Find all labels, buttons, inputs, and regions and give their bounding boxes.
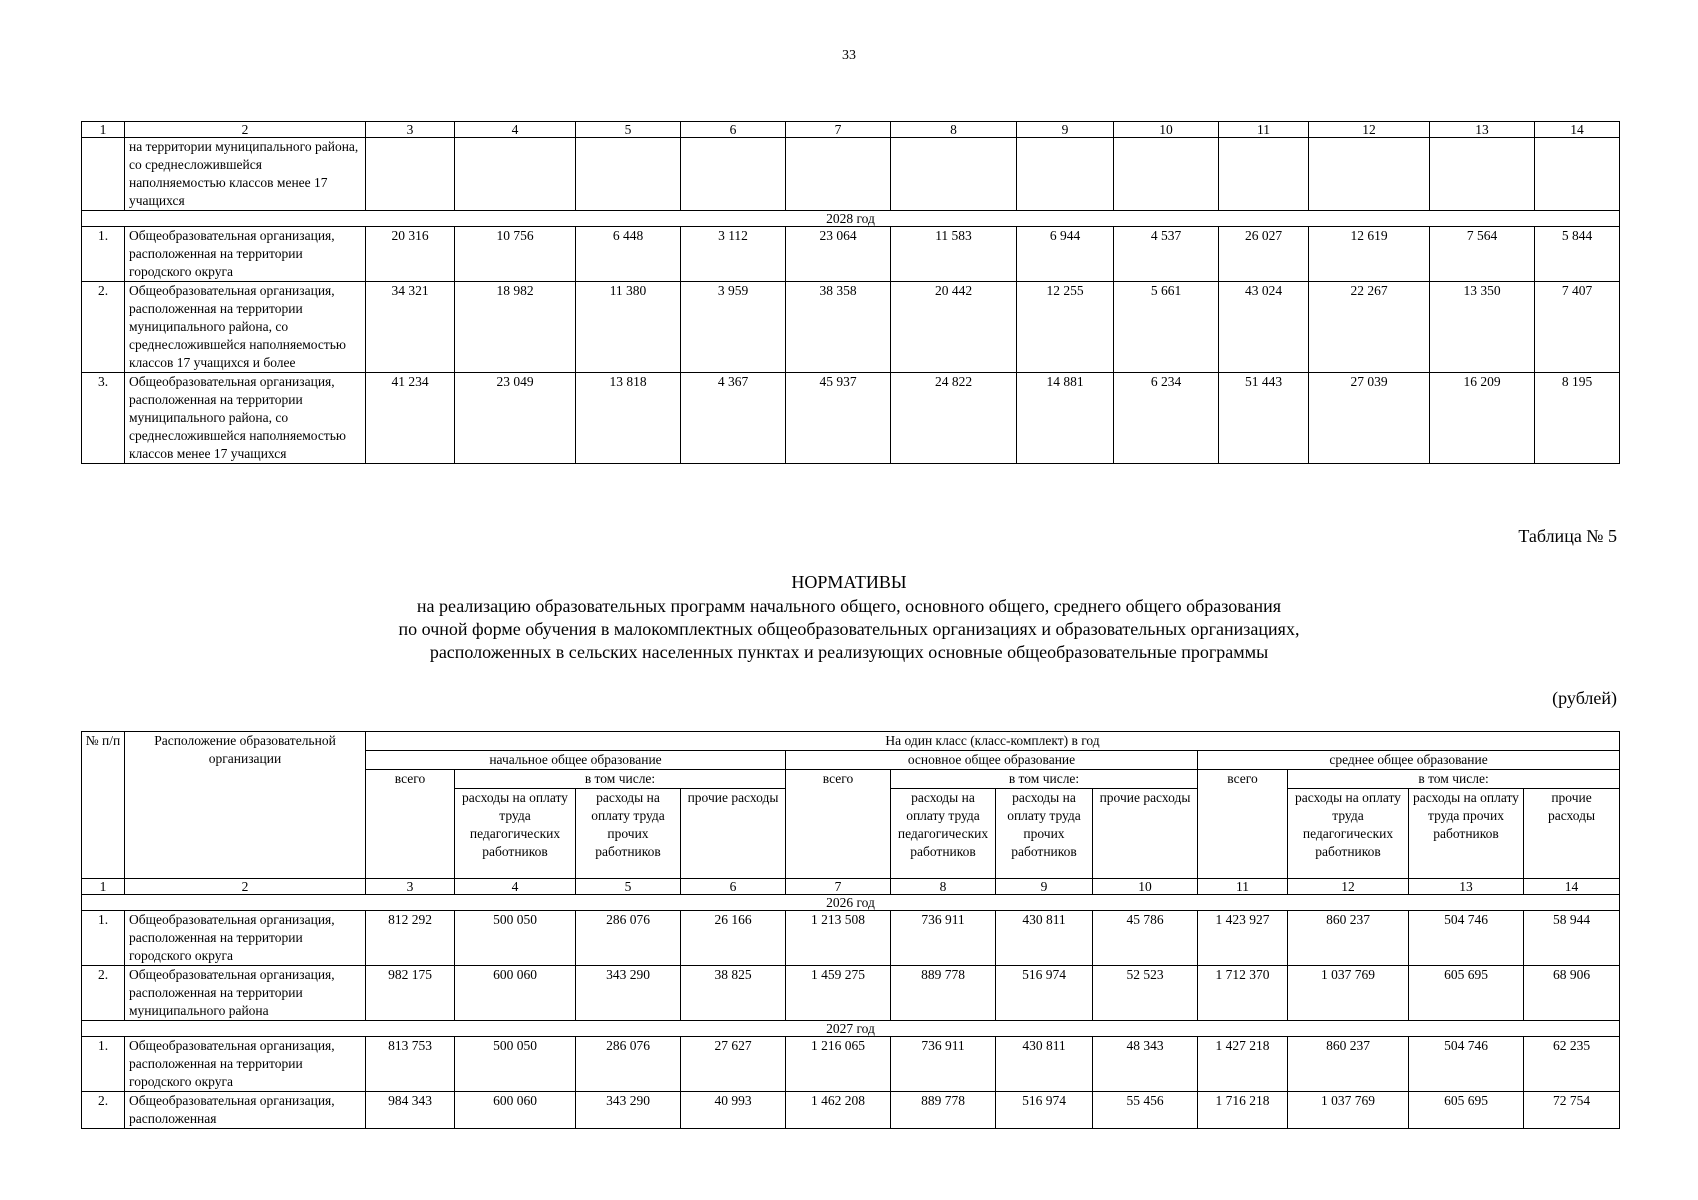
col-number: 5 [576, 122, 681, 138]
table-row [82, 966, 1620, 1021]
year-label: 2028 год [82, 211, 1620, 227]
location-cell: Общеобразовательная организация, расположенная на территории городского округа [125, 1037, 366, 1092]
row-number: 2. [82, 282, 125, 373]
units-label: (рублей) [1552, 688, 1617, 708]
value-cell: 1 462 208 [786, 1092, 891, 1129]
including-header: в том числе: [891, 770, 1198, 789]
col-number: 4 [455, 122, 576, 138]
value-cell: 430 811 [996, 911, 1093, 966]
norms-table-5 [81, 731, 1620, 1129]
value-cell: 605 695 [1409, 966, 1524, 1021]
col-number: 6 [681, 122, 786, 138]
col-number: 10 [1114, 122, 1219, 138]
value-cell [366, 138, 455, 211]
table-label: Таблица № 5 [1518, 526, 1617, 546]
title-line: на реализацию образовательных программ начального общего, основного общего, среднего общего образования [416, 596, 1282, 616]
value-cell: 12 619 [1309, 227, 1430, 282]
value-cell: 1 716 218 [1198, 1092, 1288, 1129]
value-cell: 38 825 [681, 966, 786, 1021]
location-cell: на территории муниципального района, со среднесложившейся наполняемостью классов менее 17 учащихся [125, 138, 366, 211]
num-header: № п/п [82, 732, 125, 879]
table-row [82, 227, 1620, 282]
value-cell: 13 818 [576, 373, 681, 464]
value-cell: 51 443 [1219, 373, 1309, 464]
value-cell: 20 316 [366, 227, 455, 282]
rows-2028 [82, 227, 1620, 464]
value-cell: 889 778 [891, 1092, 996, 1129]
value-cell: 504 746 [1409, 911, 1524, 966]
value-cell: 7 407 [1535, 282, 1620, 373]
value-cell: 45 786 [1093, 911, 1198, 966]
value-cell: 343 290 [576, 1092, 681, 1129]
table-row [82, 1037, 1620, 1092]
total-header: всего [1198, 770, 1288, 879]
value-cell: 860 237 [1288, 911, 1409, 966]
value-cell: 504 746 [1409, 1037, 1524, 1092]
other-salary-header: расходы на оплату труда прочих работников [996, 789, 1093, 879]
location-cell: Общеобразовательная организация, расположенная на территории муниципального района, со среднесложившейся наполняемостью классов менее 17 учащихся [125, 373, 366, 464]
value-cell: 889 778 [891, 966, 996, 1021]
value-cell: 45 937 [786, 373, 891, 464]
title-line: расположенных в сельских населенных пунктах и реализующих основные общеобразовательные программы [429, 642, 1269, 662]
col-number: 14 [1524, 879, 1620, 895]
value-cell: 68 906 [1524, 966, 1620, 1021]
col-number: 12 [1288, 879, 1409, 895]
value-cell: 1 037 769 [1288, 1092, 1409, 1129]
location-cell: Общеобразовательная организация, расположенная на территории муниципального района [125, 966, 366, 1021]
value-cell: 58 944 [1524, 911, 1620, 966]
year-row [82, 1021, 1620, 1037]
col-number: 8 [891, 879, 996, 895]
row-number: 1. [82, 227, 125, 282]
value-cell [786, 138, 891, 211]
value-cell: 3 959 [681, 282, 786, 373]
total-header: всего [786, 770, 891, 879]
value-cell: 34 321 [366, 282, 455, 373]
other-costs-header: прочие расходы [1524, 789, 1620, 879]
rows-2027 [82, 1037, 1620, 1129]
col-number: 7 [786, 879, 891, 895]
value-cell: 1 427 218 [1198, 1037, 1288, 1092]
col-number: 12 [1309, 122, 1430, 138]
value-cell: 23 064 [786, 227, 891, 282]
value-cell: 4 367 [681, 373, 786, 464]
value-cell: 1 459 275 [786, 966, 891, 1021]
col-number: 1 [82, 879, 125, 895]
value-cell: 286 076 [576, 1037, 681, 1092]
row-number: 2. [82, 1092, 125, 1129]
table-row [82, 138, 1620, 211]
value-cell: 500 050 [455, 1037, 576, 1092]
value-cell: 8 195 [1535, 373, 1620, 464]
value-cell: 736 911 [891, 911, 996, 966]
column-numbers-row [82, 879, 1620, 895]
value-cell: 6 234 [1114, 373, 1219, 464]
value-cell: 5 661 [1114, 282, 1219, 373]
value-cell: 40 993 [681, 1092, 786, 1129]
title-line: по очной форме обучения в малокомплектных общеобразовательных организациях и образовательных организациях, [398, 619, 1300, 639]
value-cell: 20 442 [891, 282, 1017, 373]
other-costs-header: прочие расходы [681, 789, 786, 879]
location-header: Расположение образовательной организации [125, 732, 366, 879]
value-cell: 52 523 [1093, 966, 1198, 1021]
group-header-primary: начальное общее образование [366, 751, 786, 770]
col-number: 2 [125, 122, 366, 138]
location-cell: Общеобразовательная организация, расположенная на территории муниципального района, со среднесложившейся наполняемостью классов 17 учащихся и более [125, 282, 366, 373]
value-cell: 430 811 [996, 1037, 1093, 1092]
value-cell: 1 712 370 [1198, 966, 1288, 1021]
location-cell: Общеобразовательная организация, расположенная на территории городского округа [125, 227, 366, 282]
value-cell: 860 237 [1288, 1037, 1409, 1092]
other-salary-header: расходы на оплату труда прочих работников [1409, 789, 1524, 879]
per-class-header: На один класс (класс-комплект) в год [366, 732, 1620, 751]
row-number: 1. [82, 911, 125, 966]
col-number: 9 [1017, 122, 1114, 138]
value-cell [455, 138, 576, 211]
col-number: 9 [996, 879, 1093, 895]
value-cell: 6 944 [1017, 227, 1114, 282]
value-cell: 516 974 [996, 1092, 1093, 1129]
col-number: 7 [786, 122, 891, 138]
value-cell: 7 564 [1430, 227, 1535, 282]
ped-salary-header: расходы на оплату труда педагогических работников [455, 789, 576, 879]
ped-salary-header: расходы на оплату труда педагогических работников [891, 789, 996, 879]
value-cell: 984 343 [366, 1092, 455, 1129]
value-cell [1430, 138, 1535, 211]
including-header: в том числе: [455, 770, 786, 789]
value-cell: 26 027 [1219, 227, 1309, 282]
col-number: 8 [891, 122, 1017, 138]
other-costs-header: прочие расходы [1093, 789, 1198, 879]
year-label: 2026 год [82, 895, 1620, 911]
page-number: 33 [842, 48, 856, 63]
value-cell [1114, 138, 1219, 211]
value-cell: 26 166 [681, 911, 786, 966]
norms-table-continued [81, 121, 1620, 464]
col-number: 11 [1219, 122, 1309, 138]
value-cell: 38 358 [786, 282, 891, 373]
value-cell: 736 911 [891, 1037, 996, 1092]
value-cell [891, 138, 1017, 211]
value-cell [1535, 138, 1620, 211]
value-cell: 14 881 [1017, 373, 1114, 464]
col-number: 1 [82, 122, 125, 138]
value-cell: 22 267 [1309, 282, 1430, 373]
location-cell: Общеобразовательная организация, расположенная на территории городского округа [125, 911, 366, 966]
value-cell: 62 235 [1524, 1037, 1620, 1092]
value-cell: 286 076 [576, 911, 681, 966]
location-cell: Общеобразовательная организация, расположенная [125, 1092, 366, 1129]
value-cell: 500 050 [455, 911, 576, 966]
value-cell: 1 216 065 [786, 1037, 891, 1092]
value-cell: 600 060 [455, 966, 576, 1021]
value-cell: 16 209 [1430, 373, 1535, 464]
ped-salary-header: расходы на оплату труда педагогических работников [1288, 789, 1409, 879]
value-cell: 23 049 [455, 373, 576, 464]
col-number: 6 [681, 879, 786, 895]
col-number: 10 [1093, 879, 1198, 895]
group-header-secondary: среднее общее образование [1198, 751, 1620, 770]
value-cell [1017, 138, 1114, 211]
value-cell: 600 060 [455, 1092, 576, 1129]
value-cell: 1 213 508 [786, 911, 891, 966]
value-cell [576, 138, 681, 211]
value-cell: 5 844 [1535, 227, 1620, 282]
row-number [82, 138, 125, 211]
col-number: 4 [455, 879, 576, 895]
total-header: всего [366, 770, 455, 879]
value-cell: 11 583 [891, 227, 1017, 282]
col-number: 13 [1409, 879, 1524, 895]
year-row [82, 895, 1620, 911]
value-cell: 4 537 [1114, 227, 1219, 282]
value-cell: 43 024 [1219, 282, 1309, 373]
col-number: 2 [125, 879, 366, 895]
value-cell: 812 292 [366, 911, 455, 966]
group-header-basic: основное общее образование [786, 751, 1198, 770]
column-numbers-row [82, 122, 1620, 138]
col-number: 13 [1430, 122, 1535, 138]
row-number: 1. [82, 1037, 125, 1092]
col-number: 11 [1198, 879, 1288, 895]
including-header: в том числе: [1288, 770, 1620, 789]
col-number: 5 [576, 879, 681, 895]
value-cell: 27 627 [681, 1037, 786, 1092]
table-row [82, 1092, 1620, 1129]
year-row [82, 211, 1620, 227]
col-number: 3 [366, 122, 455, 138]
value-cell: 11 380 [576, 282, 681, 373]
year-label: 2027 год [82, 1021, 1620, 1037]
value-cell: 55 456 [1093, 1092, 1198, 1129]
value-cell [681, 138, 786, 211]
row-number: 2. [82, 966, 125, 1021]
header-row [82, 732, 1620, 751]
value-cell [1219, 138, 1309, 211]
other-salary-header: расходы на оплату труда прочих работников [576, 789, 681, 879]
value-cell: 605 695 [1409, 1092, 1524, 1129]
value-cell: 72 754 [1524, 1092, 1620, 1129]
col-number: 14 [1535, 122, 1620, 138]
value-cell: 12 255 [1017, 282, 1114, 373]
value-cell: 27 039 [1309, 373, 1430, 464]
table-row [82, 373, 1620, 464]
value-cell: 10 756 [455, 227, 576, 282]
value-cell: 343 290 [576, 966, 681, 1021]
row-number: 3. [82, 373, 125, 464]
table-row [82, 282, 1620, 373]
col-number: 3 [366, 879, 455, 895]
value-cell: 41 234 [366, 373, 455, 464]
value-cell: 1 037 769 [1288, 966, 1409, 1021]
value-cell: 48 343 [1093, 1037, 1198, 1092]
value-cell: 3 112 [681, 227, 786, 282]
value-cell [1309, 138, 1430, 211]
rows-2026 [82, 911, 1620, 1021]
value-cell: 813 753 [366, 1037, 455, 1092]
document-title: НОРМАТИВЫ [791, 572, 907, 592]
value-cell: 24 822 [891, 373, 1017, 464]
value-cell: 13 350 [1430, 282, 1535, 373]
value-cell: 18 982 [455, 282, 576, 373]
value-cell: 982 175 [366, 966, 455, 1021]
table-row [82, 911, 1620, 966]
value-cell: 6 448 [576, 227, 681, 282]
value-cell: 516 974 [996, 966, 1093, 1021]
value-cell: 1 423 927 [1198, 911, 1288, 966]
